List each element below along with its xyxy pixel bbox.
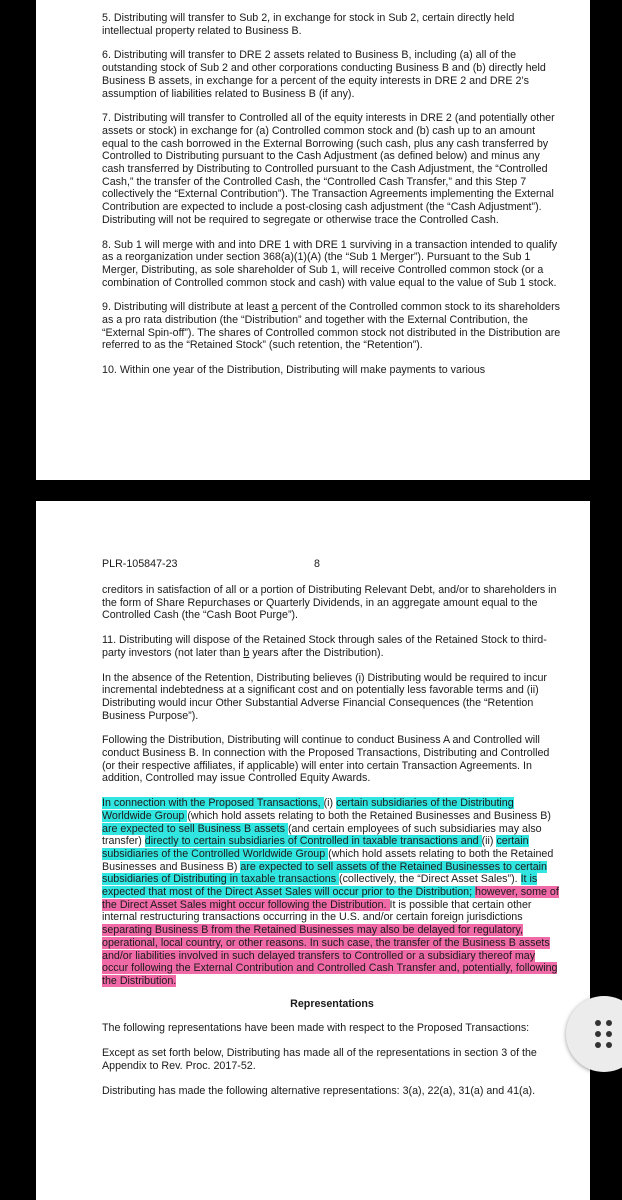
paragraph-6: 6. Distributing will transfer to DRE 2 assets related to Business B, including (a) all of the outstanding stock of Sub 2 and other corporations conducting Business B and (b) directly held Business B assets, in exchange for a percent of the equity interests in DRE 2 and DRE 2’s assumption of liabilities related to Business B (if any). — [102, 49, 546, 100]
continuation-paragraph: creditors in satisfaction of all or a portion of Distributing Relevant Debt, and/or to shareholders in the form of Share Repurchases or Quarterly Dividends, in an aggregate amount equal to the Controlled Cash (the “Cash Boot Purge”). — [102, 584, 557, 622]
document-reference: PLR-105847-23 — [102, 558, 178, 570]
highlight-cyan-5: certain subsidiaries of the Controlled Worldwide Group — [102, 835, 529, 860]
page-2-body — [102, 584, 562, 1097]
retention-business-purpose-paragraph: In the absence of the Retention, Distributing believes (i) Distributing would be required to incur incremental indebtedness at a significant cost and on potentially less favorable terms and (ii) Distributing would incur Other Substantial Adverse Financial Consequences (the “Retention Business Purpose”). — [102, 671, 547, 722]
plain-text-4: (ii) — [481, 835, 497, 848]
paragraph-9-placeholder-a: a — [271, 301, 278, 314]
highlight-cyan-6: are expected to sell assets of the Retained Businesses to certain subsidiaries of Distributing in taxable transactions — [102, 860, 547, 886]
following-distribution-paragraph: Following the Distribution, Distributing will continue to conduct Business A and Controlled will conduct Business B. In connection with the Proposed Transactions, Distributing and Controlled (or their respective affiliates, if applicable) will enter into certain Transaction Agreements. In addition, Controlled may issue Controlled Equity Awards. — [102, 734, 550, 785]
representations-heading: Representations — [290, 997, 374, 1010]
representations-intro: The following representations have been made with respect to the Proposed Transactions: — [102, 1022, 530, 1035]
paragraph-7: 7. Distributing will transfer to Controlled all of the equity interests in DRE 2 (and potentially other assets or stock) in exchange for (a) Controlled common stock and (b) cash up to an amount equal to the cash borrowed in the External Borrowing (such cash, plus any cash transferred by Controlled to Distributing pursuant to the Cash Adjustment (as defined below) and minus any cash transferred by Distributing to Controlled pursuant to the Cash Adjustment, the “Controlled Cash,” the transfer of the Controlled Cash, the “Controlled Cash Transfer,” and this Step 7 collectively the “External Contribution”). The Transaction Agreements implementing the External Contribution are expected to include a post-closing cash adjustment (the “Cash Adjustment”). Distributing will not be required to segregate or otherwise trace the Controlled Cash. — [102, 112, 555, 226]
plain-text-7: It is possible that certain other internal restructuring transactions occurring in the U.S. and/or certain foreign jurisdictions — [102, 898, 532, 924]
highlight-cyan-4: directly to certain subsidiaries of Controlled in taxable transactions and — [144, 835, 482, 848]
page-number: 8 — [314, 558, 320, 570]
paragraph-11-text-b: years after the Distribution). — [249, 646, 384, 659]
plain-text-2: (which hold assets relating to both the Retained Businesses and Business B) — [187, 809, 551, 822]
paragraph-9-text-b: percent of the Controlled common stock to its shareholders as a pro rata distribution (the “Distribution” and together with the External Contribution, the “External Spin-off”). The shares of Controlled common stock not distributed in the Distribution are referred to as the “Retained Stock” (such retention, the “Retention”). — [102, 301, 561, 352]
document-page-2 — [36, 501, 590, 1200]
paragraph-10: 10. Within one year of the Distribution, Distributing will make payments to various — [102, 364, 486, 377]
highlight-cyan-3: are expected to sell Business B assets — [102, 822, 288, 835]
page-header — [102, 558, 522, 570]
page-1-body — [102, 12, 562, 377]
paragraph-8: 8. Sub 1 will merge with and into DRE 1 with DRE 1 surviving in a transaction intended to qualify as a reorganization under section 368(a)(1)(A) (the “Sub 1 Merger”). Pursuant to the Sub 1 Merger, Distributing, as sole shareholder of Sub 1, will receive Controlled common stock (or a combination of Controlled common stock and cash) with value equal to the value of Sub 1 stock. — [102, 238, 558, 289]
drag-dots-icon — [594, 1019, 614, 1049]
highlight-cyan-7: It is expected that most of the Direct Asset Sales will occur prior to the Distribution; — [102, 873, 538, 899]
paragraph-11-placeholder-b: b — [243, 646, 250, 659]
plain-text-6: (collectively, the “Direct Asset Sales”). — [339, 873, 521, 886]
paragraph-5: 5. Distributing will transfer to Sub 2, in exchange for stock in Sub 2, certain directly held intellectual property related to Business B. — [102, 12, 515, 37]
highlight-pink-1: however, some of the Direct Asset Sales might occur following the Distribution. — [102, 886, 559, 911]
representations-except: Except as set forth below, Distributing has made all of the representations in section 3 of the Appendix to Rev. Proc. 2017-52. — [102, 1047, 537, 1072]
paragraph-11-text-a: 11. Distributing will dispose of the Retained Stock through sales of the Retained Stock to third-party investors (not later than — [102, 634, 547, 659]
highlight-pink-2: separating Business B from the Retained Businesses may also be delayed for regulatory, operational, local country, or other reasons. In such case, the transfer of the Business B assets and/or liabilities involved in such delayed transfers to Controlled or a subsidiary thereof may occur following the External Contribution and Controlled Cash Transfer and, potentially, following the Distribution. — [102, 924, 558, 987]
highlight-cyan-1: In connection with the Proposed Transactions, — [102, 797, 324, 810]
paragraph-9-text-a: 9. Distributing will distribute at least — [102, 301, 272, 314]
plain-text-3: (and certain employees of such subsidiaries may also transfer) — [102, 822, 542, 848]
highlighted-paragraph — [102, 797, 562, 988]
plain-text-1: (i) — [323, 797, 337, 810]
document-page-1 — [36, 0, 590, 480]
paragraph-11 — [102, 634, 562, 659]
alternative-representations: Distributing has made the following alternative representations: 3(a), 22(a), 31(a) and 41(a). — [102, 1084, 536, 1097]
highlight-cyan-2: certain subsidiaries of the Distributing Worldwide Group — [102, 797, 514, 822]
paragraph-9 — [102, 301, 562, 352]
plain-text-5: (which hold assets relating to both the Retained Businesses and Business B) — [102, 847, 554, 873]
